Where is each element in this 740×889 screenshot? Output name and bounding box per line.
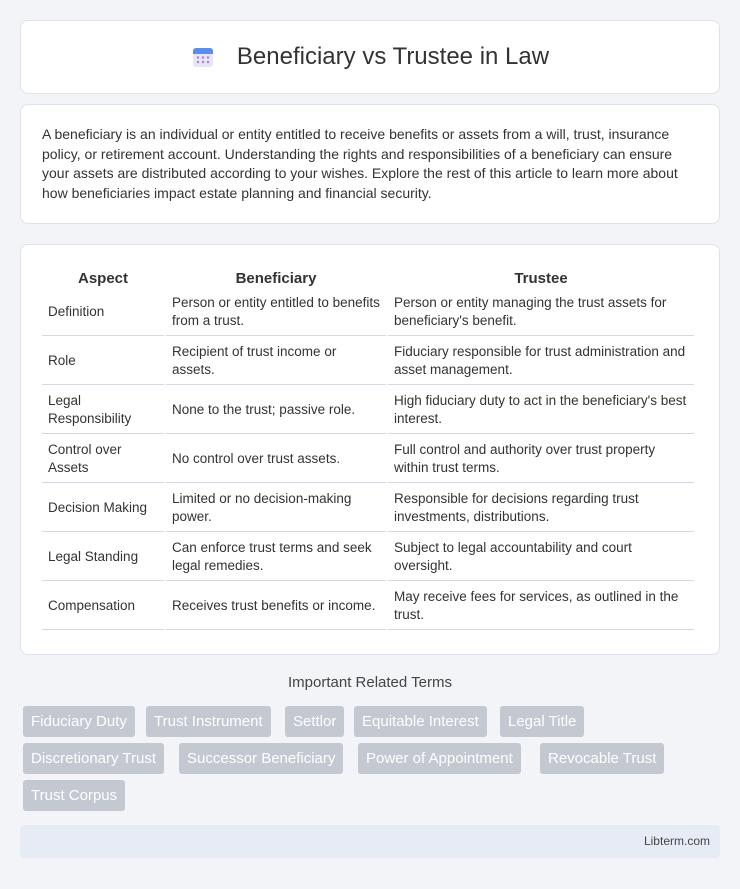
table-row — [42, 583, 694, 630]
intro-text: A beneficiary is an individual or entity entitled to receive benefits or assets from a will, trust, insurance policy, or retirement account. Understanding the rights and responsibilities of a beneficiary can ensure your assets are distributed according to your wishes. Explore the rest of this article to learn more about how beneficiaries impact estate planning and financial security. — [42, 126, 678, 201]
column-header-trustee: Trustee — [514, 269, 568, 287]
table-row — [42, 289, 694, 336]
tag-discretionary-trust[interactable]: Discretionary Trust — [23, 743, 164, 774]
tag-power-of-appointment[interactable]: Power of Appointment — [358, 743, 521, 774]
tag-successor-beneficiary[interactable]: Successor Beneficiary — [179, 743, 343, 774]
tag-legal-title[interactable]: Legal Title — [500, 706, 584, 737]
trustee-cell: Person or entity managing the trust assets for beneficiary's benefit. — [388, 289, 694, 336]
beneficiary-cell: Recipient of trust income or assets. — [166, 338, 386, 385]
aspect-cell: Decision Making — [42, 485, 164, 532]
aspect-cell: Role — [42, 338, 164, 385]
beneficiary-cell: Person or entity entitled to benefits from a trust. — [166, 289, 386, 336]
table-header-row — [42, 267, 694, 287]
footer — [20, 825, 720, 858]
footer-site-link[interactable]: Libterm.com — [643, 834, 710, 848]
aspect-cell: Legal Responsibility — [42, 387, 164, 434]
related-terms-heading: Important Related Terms — [288, 674, 452, 691]
column-header-aspect: Aspect — [77, 269, 129, 287]
beneficiary-cell: Can enforce trust terms and seek legal remedies. — [166, 534, 386, 581]
beneficiary-cell: None to the trust; passive role. — [166, 387, 386, 434]
beneficiary-cell: Limited or no decision-making power. — [166, 485, 386, 532]
aspect-cell: Legal Standing — [42, 534, 164, 581]
trustee-cell: Responsible for decisions regarding trust investments, distributions. — [388, 485, 694, 532]
tag-revocable-trust[interactable]: Revocable Trust — [540, 743, 664, 774]
table-row — [42, 485, 694, 532]
comparison-table — [40, 265, 696, 632]
tag-equitable-interest[interactable]: Equitable Interest — [354, 706, 487, 737]
calendar-icon — [191, 45, 215, 69]
table-row — [42, 436, 694, 483]
comparison-card — [20, 244, 720, 655]
header-card — [20, 20, 720, 94]
trustee-cell: Subject to legal accountability and court oversight. — [388, 534, 694, 581]
tag-trust-instrument[interactable]: Trust Instrument — [146, 706, 271, 737]
table-row — [42, 338, 694, 385]
trustee-cell: High fiduciary duty to act in the beneficiary's best interest. — [388, 387, 694, 434]
tag-fiduciary-duty[interactable]: Fiduciary Duty — [23, 706, 135, 737]
beneficiary-cell: Receives trust benefits or income. — [166, 583, 386, 630]
trustee-cell: Full control and authority over trust property within trust terms. — [388, 436, 694, 483]
aspect-cell: Definition — [42, 289, 164, 336]
aspect-cell: Compensation — [42, 583, 164, 630]
table-row — [42, 534, 694, 581]
tag-settlor[interactable]: Settlor — [285, 706, 344, 737]
trustee-cell: May receive fees for services, as outlined in the trust. — [388, 583, 694, 630]
table-row — [42, 387, 694, 434]
column-header-beneficiary: Beneficiary — [235, 269, 317, 287]
intro-card — [20, 104, 720, 224]
page-title: Beneficiary vs Trustee in Law — [236, 43, 550, 70]
trustee-cell: Fiduciary responsible for trust administration and asset management. — [388, 338, 694, 385]
tag-trust-corpus[interactable]: Trust Corpus — [23, 780, 125, 811]
beneficiary-cell: No control over trust assets. — [166, 436, 386, 483]
aspect-cell: Control over Assets — [42, 436, 164, 483]
